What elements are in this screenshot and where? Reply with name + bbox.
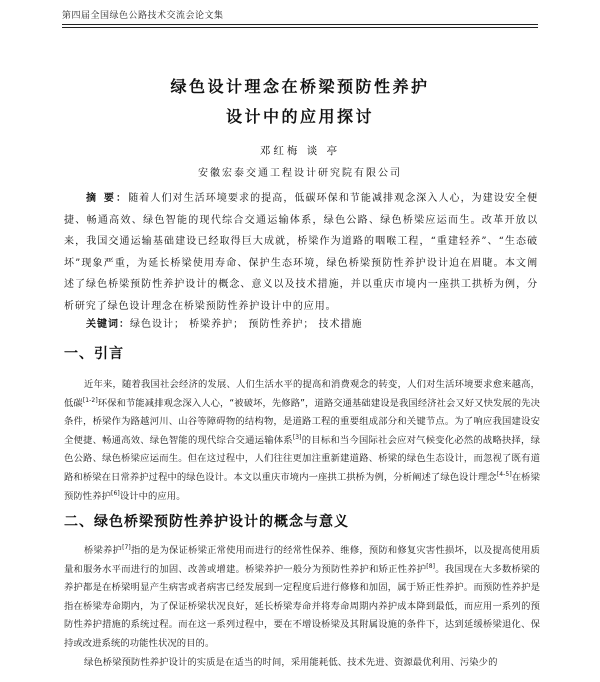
citation: [1-2] — [82, 396, 98, 404]
citation: [8] — [426, 562, 436, 570]
authors: 邓红梅 谈 亭 — [259, 145, 341, 157]
affiliation: 安徽宏泰交通工程设计研究院有限公司 — [198, 168, 402, 179]
citation: [3] — [292, 433, 302, 441]
citation: [6] — [111, 489, 120, 497]
keywords-text: 绿色设计； 桥梁养护； 预防性养护； 技术措施 — [130, 319, 363, 330]
header-rule-thin — [62, 27, 538, 28]
abstract — [64, 188, 538, 318]
keywords-label: 关键词： — [86, 319, 130, 330]
citation: [4-5] — [496, 470, 512, 478]
text-run: 。我国现在大多数桥梁的养护都是在桥梁明显产生病害或者病害已经发展到一定程度后进行修修和加固，属于矫正性养护。而预防性养护是指在桥梁寿命期内，为了保证桥梁状况良好，延长桥梁寿命并将寿命周期内养护成本降到最低，而应用一系列的预防性养护措施的系统过程。而在这一系列过程中，要在不增设桥梁及其附属设施的条件下，达到延缓桥梁退化、保持或改进系统的功能性状况的目的。 — [64, 563, 540, 649]
running-header: 第四届全国绿色公路技术交流会论文集 — [62, 11, 224, 21]
abstract-label: 摘 要： — [86, 193, 129, 204]
paper-title-line-1: 绿色设计理念在桥梁预防性养护 — [170, 77, 430, 96]
abstract-text: 随着人们对生活环境要求的提高，低碳环保和节能减排观念深入人心，为建设安全便捷、畅通高效、绿色智能的现代综合交通运输体系，绿色公路、绿色桥梁应运而生。改革开放以来，我国交通运输基础建设已经取得巨大成就，桥梁作为道路的咽喉工程，“重建轻养”、“生态破坏”现象严重，为延长桥梁使用寿命、保护生态环境，绿色桥梁预防性养护设计迫在眉睫。本文阐述了绿色桥梁预防性养护设计的概念、意义以及技术措施，并以重庆市境内一座拱工拱桥为例，分析研究了绿色设计理念在桥梁预防性养护设计中的应用。 — [64, 193, 538, 312]
text-run: 设计中的应用。 — [119, 490, 186, 502]
text-run: 在桥梁预防性养护 — [64, 471, 540, 502]
text-run: 的目标和当今国际社会应对气候变化必然的战略抉择，绿色公路、绿色桥梁应运而生。但在这过程中，人们往往更加注重新建道路、桥梁的绿色生态设计，而忽视了既有道路和桥梁在日常养护过程中的绿色设计。本文以重庆市境内一座拱工拱桥为例，分析阐述了绿色设计理念 — [64, 434, 540, 483]
paper-title-line-2: 设计中的应用探讨 — [225, 107, 374, 126]
section-heading-introduction: 一、引言 — [64, 346, 124, 362]
header-rule-thick — [62, 24, 538, 25]
introduction-paragraph — [64, 376, 540, 506]
citation: [7] — [122, 543, 131, 551]
text-run: 环保和节能减排观念深入人心，“被破坏，先修路”，道路交通基础建设是我国经济社会又好又快发展的先决条件，桥梁作为路越河川、山谷等障碍物的结构物，是道路工程的重要组成部分和关键节点。为了响应我国建设安全便捷、畅通高效、绿色智能的现代综合交通运输体系 — [64, 397, 541, 446]
text-run: 近年来，随着我国社会经济的发展、人们生活水平的提高和消费观念的转变，人们对生活环境要求愈来越高，低碳 — [64, 379, 540, 409]
concept-paragraph-1 — [64, 542, 540, 654]
concept-paragraph-2: 绿色桥梁预防性养护设计的实质是在适当的时间，采用能耗低、技术先进、资源最优利用、污染少的 — [84, 657, 498, 668]
keywords — [86, 315, 363, 330]
section-heading-concept: 二、绿色桥梁预防性养护设计的概念与意义 — [64, 514, 349, 530]
text-run: 桥梁养护 — [84, 545, 123, 556]
text-run: 指的是为保证桥梁正常使用而进行的经常性保养、维修，预防和修复灾害性损坏，以及提高使用质量和服务水平而进行的加固、改善或增建。桥梁养护一般分为预防性养护和矫正性养护 — [64, 545, 540, 575]
